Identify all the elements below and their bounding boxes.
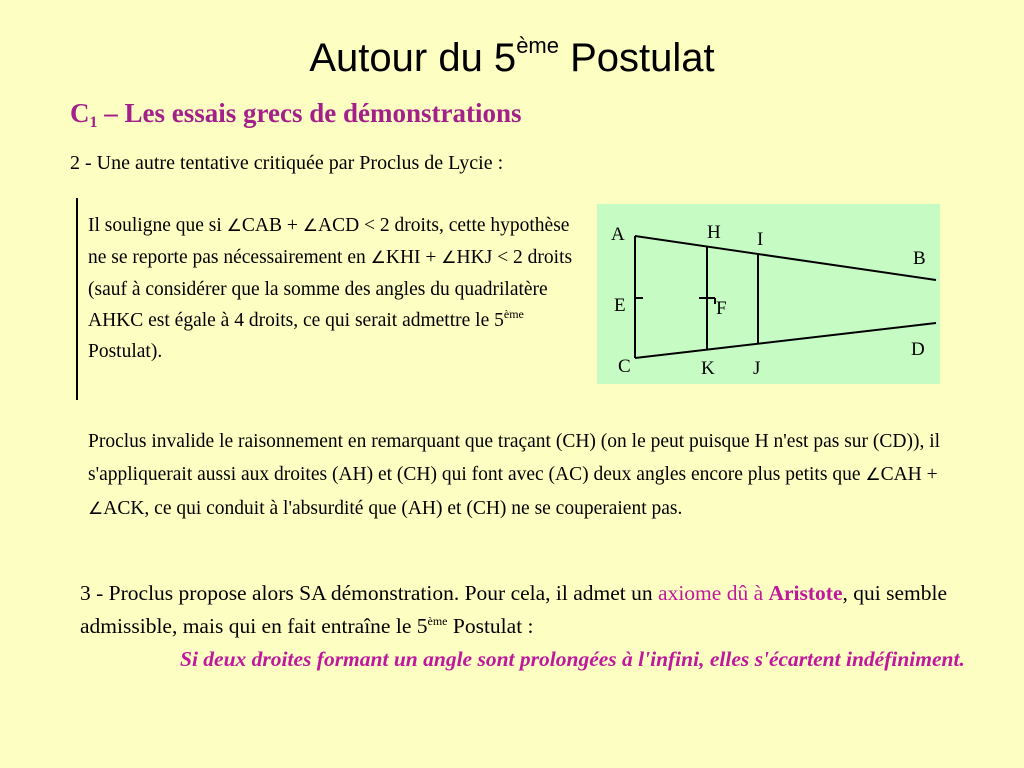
para2-text-1: Proclus invalide le raisonnement en remarquant que traçant (CH) (on le peut puisque H n'est pas sur (CD)), il s'appliquerait aussi aux droites (AH) et (CH) qui font avec (AC) deux angles encore plus petits que [88, 431, 941, 485]
line-CD [635, 323, 936, 358]
axiome-phrase: axiome dû à [658, 581, 769, 605]
title-superscript: ème [516, 33, 559, 58]
para3-text-3: Postulat : [447, 614, 534, 638]
para3-text-1: 3 - Proclus propose alors SA démonstration. Pour cela, il admet un [80, 581, 659, 605]
line-AB [635, 236, 936, 280]
label-K: K [701, 358, 715, 379]
paragraph-proclus-demonstration [80, 577, 973, 676]
para1-text-2: CAB + [241, 215, 303, 236]
angle-symbol: ∠ [370, 248, 386, 268]
para1-text-3: ACD < 2 droits, cette hypothèse ne se reporte pas nécessairement en [88, 215, 570, 268]
label-I: I [757, 229, 764, 250]
label-A: A [611, 224, 625, 245]
label-H: H [707, 222, 721, 243]
para2-text-3: ACK, ce qui conduit à l'absurdité que (AH) et (CH) ne se couperaient pas. [103, 498, 683, 519]
para1-text-4: KHI + [385, 247, 442, 268]
angle-symbol: ∠ [441, 248, 457, 268]
angle-symbol: ∠ [88, 499, 104, 519]
title-main: Autour du 5 [309, 36, 517, 80]
aristotle-axiom-statement: Si deux droites formant un angle sont prolongées à l'infini, elles s'écartent indéfiniment. [180, 647, 965, 671]
slide-title [0, 34, 1024, 82]
intro-line: 2 - Une autre tentative critiquée par Proclus de Lycie : [70, 152, 504, 174]
para1-superscript: ème [503, 307, 524, 321]
paragraph-proclus-hypothesis [88, 210, 583, 367]
title-end: Postulat [558, 36, 715, 80]
label-C: C [618, 356, 631, 377]
section-heading-text: – Les essais grecs de démonstrations [97, 98, 522, 128]
geometry-diagram-svg [597, 204, 940, 384]
label-D: D [911, 339, 925, 360]
label-E: E [614, 295, 626, 316]
para1-text-1: Il souligne que si [88, 215, 227, 236]
paragraph-proclus-invalidation [88, 425, 968, 526]
angle-symbol: ∠ [302, 216, 318, 236]
para3-superscript: ème [427, 614, 448, 628]
para1-text-6: Postulat). [88, 341, 163, 362]
para3-text-2: , qui semble admissible, mais qui en fait entraîne le 5 [80, 581, 948, 638]
para1-text-5: HKJ < 2 droits (sauf à considérer que la somme des angles du quadrilatère AHKC est égale à 4 droits, ce qui serait admettre le 5 [88, 247, 573, 331]
left-rule [76, 198, 78, 400]
section-heading-c: C [70, 98, 90, 128]
label-F: F [716, 298, 727, 319]
label-J: J [753, 358, 761, 379]
angle-symbol: ∠ [226, 216, 242, 236]
label-B: B [913, 248, 926, 269]
aristote-name: Aristote [768, 581, 843, 605]
geometry-diagram [597, 204, 940, 384]
angle-symbol: ∠ [865, 465, 881, 485]
section-heading-subscript: 1 [89, 114, 98, 131]
para2-text-2: CAH + [880, 464, 938, 485]
section-heading [70, 96, 521, 130]
